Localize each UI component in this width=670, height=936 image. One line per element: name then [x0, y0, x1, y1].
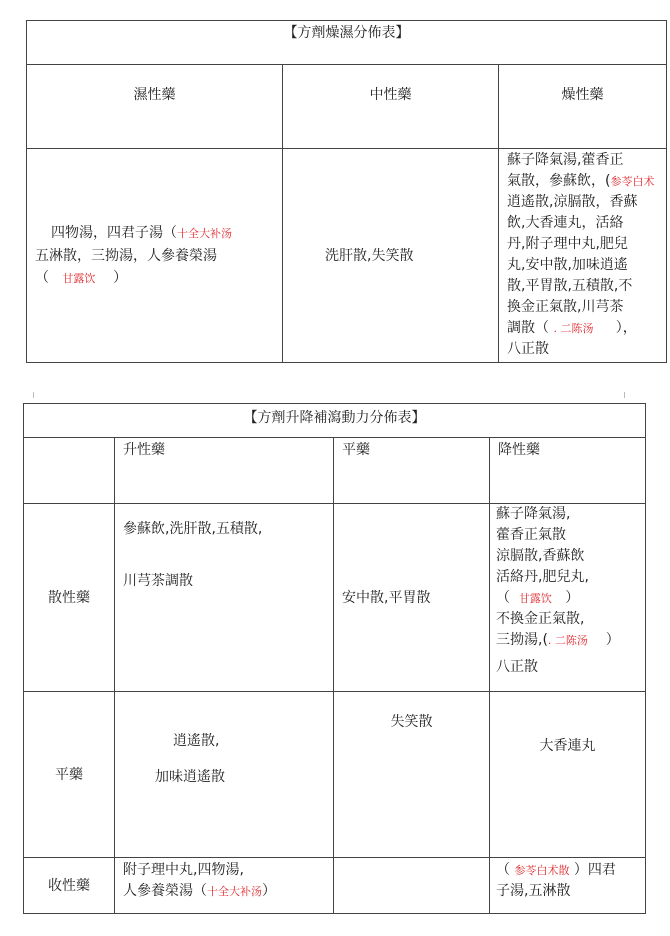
corner-mark-left	[33, 392, 34, 398]
header-down: 降性藥	[490, 438, 646, 504]
cell-ping-down: 大香連丸	[490, 692, 646, 858]
annotation-shenling-2: 参苓白术散	[514, 864, 570, 877]
table-dry-wet	[26, 20, 667, 363]
cell-shou-down: （ 参苓白术散 ）四君 子湯,五淋散	[490, 858, 646, 914]
annotation-ganlu: 甘露饮	[62, 271, 96, 285]
row-header-ping: 平藥	[24, 692, 115, 858]
annotation-ganlu-2: 甘露饮	[518, 592, 552, 605]
header-dry: 燥性藥	[499, 65, 667, 149]
header-up: 升性藥	[115, 438, 334, 504]
table-motion	[23, 403, 646, 914]
cell-shou-flat	[334, 858, 490, 914]
annotation-shenling: 参苓白术	[610, 175, 655, 188]
cell-san-down: 蘇子降氣湯, 藿香正氣散 涼膈散,香蘇飲 活絡丹,肥兒丸, （ 甘露饮 ） 不換金正氣散, 三拗湯,(. 二陈汤 ） 八正散	[490, 504, 646, 692]
header-flat: 平藥	[334, 438, 490, 504]
annotation-erchen-2: . 二陈汤	[547, 634, 588, 647]
cell-ping-flat: 失笑散	[334, 692, 490, 858]
row-header-san: 散性藥	[24, 504, 115, 692]
cell-wet: 四物湯，四君子湯（十全大补汤 五淋散，三拗湯，人參養榮湯 （ 甘露饮 ）	[27, 149, 283, 363]
cell-ping-up: 逍遙散, 加味逍遙散	[115, 692, 334, 858]
annotation-shiquan: 十全大补汤	[177, 226, 232, 240]
table1-title: 【方劑燥濕分佈表】	[27, 21, 667, 65]
row-header-shou: 收性藥	[24, 858, 115, 914]
annotation-erchen: . 二陈汤	[553, 322, 594, 335]
cell-shou-up: 附子理中丸,四物湯, 人參養榮湯（十全大补汤）	[115, 858, 334, 914]
cell-dry: 蘇子降氣湯,藿香正 氣散，參蘇飲，(参苓白术 逍遙散,涼膈散，香蘇 飲,大香連丸，活絡 丹,附子理中丸,肥兒 丸,安中散,加味逍遙 散,平胃散,五積散,不 換金正氣散,川芎茶 調散（ . 二陈汤 ）， 八正散	[499, 149, 667, 363]
header-wet: 濕性藥	[27, 65, 283, 149]
table2-title: 【方劑升降補瀉動力分佈表】	[24, 404, 646, 438]
annotation-shiquan-2: 十全大补汤	[207, 885, 262, 898]
cell-neutral: 洗肝散,失笑散	[283, 149, 499, 363]
corner-cell	[24, 438, 115, 504]
header-neutral: 中性藥	[283, 65, 499, 149]
cell-san-up: 參蘇飲,洗肝散,五積散, 川芎茶調散	[115, 504, 334, 692]
cell-san-flat: 安中散,平胃散	[334, 504, 490, 692]
corner-mark-right	[624, 392, 625, 398]
